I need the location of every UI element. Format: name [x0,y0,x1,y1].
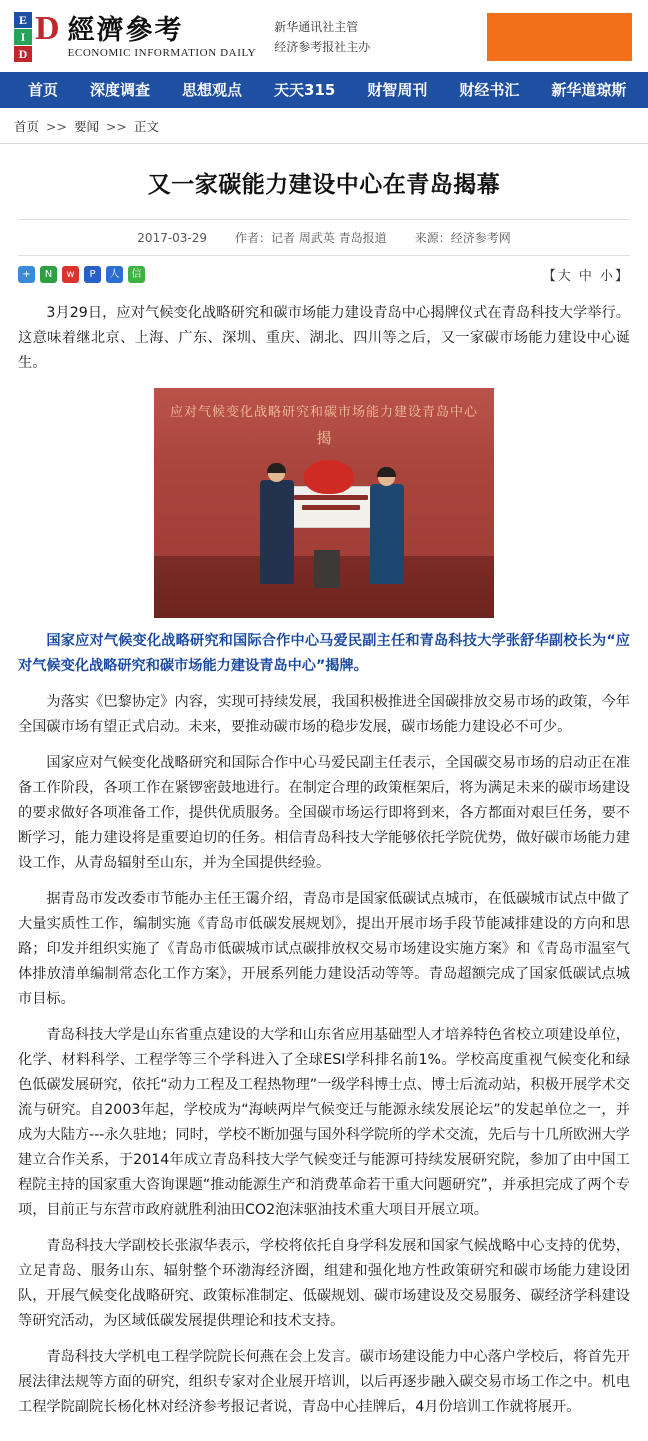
paragraph-1: 3月29日，应对气候变化战略研究和碳市场能力建设青岛中心揭牌仪式在青岛科技大学举行。这意味着继北京、上海、广东、深圳、重庆、湖北、四川等之后，又一家碳市场能力建设中心诞生。 [18,305,630,371]
site-logo[interactable] [14,9,60,63]
logo-letter-i: I [14,29,32,45]
bottom-padding [18,1431,630,1441]
nav-item-indepth[interactable]: 深度调查 [90,81,151,99]
paragraph-3: 国家应对气候变化战略研究和国际合作中心马爱民副主任表示，全国碳交易市场的启动正在准备工作阶段，各项工作在紧锣密鼓地进行。在制定合理的政策框架后，将为满足未来的碳市场建设的要求做好各项准备工作，提供优质服务。全国碳市场运行即将到来，各方都面对艰巨任务，要不断学习，能力建设将是重要迫切的任务。相信青岛科技大学能够依托学院优势，做好碳市场能力建设工作，从青岛辐射至山东，并为全国提供经验。 [18,755,630,871]
logo-letter-e: E [14,12,32,28]
masthead-title-cn: 經濟參考 [67,14,184,46]
article-author: 作者：记者 周武英 青岛报道 [235,231,387,245]
paragraph-4: 据青岛市发改委市节能办主任王霭介绍，青岛市是国家低碳试点城市，在低碳城市试点中做了大量实质性工作，编制实施《青岛市低碳发展规划》，提出开展市场手段节能减排建设的方向和思路；印发并组织实施了《青岛市低碳城市试点碳排放权交易市场建设实施方案》和《青岛市温室气体排放清单编制常态化工作方案》，开展系列能力建设活动等等。青岛超额完成了国家低碳试点城市目标。 [18,891,630,1007]
photo-banner-line2: 揭 [316,429,332,447]
article-body [18,301,630,1420]
article-photo-wrapper [18,388,630,618]
share-row [18,256,630,290]
masthead-subtitle [274,17,370,57]
article-source: 来源：经济参考网 [414,231,511,245]
photo-plaque-line-1 [294,495,368,500]
article [0,166,648,1441]
main-navigation [0,72,648,108]
logo-letter-stack [14,12,32,63]
nav-item-315[interactable]: 天天315 [274,81,336,99]
nav-item-dowjones[interactable]: 新华道琼斯 [551,81,627,99]
photo-ribbon [304,460,354,494]
breadcrumb-item-current: 正文 [133,119,159,134]
share-renren-icon[interactable]: 人 [106,266,123,283]
article-date: 2017-03-29 [137,230,208,245]
nav-item-home[interactable]: 首页 [28,81,59,99]
logo-big-letter: D [35,9,60,47]
breadcrumb-separator-1: >> [46,119,67,134]
photo-banner-line1: 应对气候变化战略研究和碳市场能力建设青岛中心 [169,405,478,420]
nav-item-opinion[interactable]: 思想观点 [182,81,243,99]
logo-letter-d: D [14,46,32,62]
masthead-title-en: ECONOMIC INFORMATION DAILY [67,46,257,59]
breadcrumb-item-news[interactable]: 要闻 [73,119,99,134]
masthead [0,0,648,72]
paragraph-7: 青岛科技大学机电工程学院院长何燕在会上发言。碳市场建设能力中心落户学校后，将首先开展法律法规等方面的研究，组织专家对企业展开培训，以后再逐步融入碳交易市场工作之中。机电工程学院副院长杨化林对经济参考报记者说，青岛中心挂牌后，4月份培训工作就将展开。 [18,1349,630,1415]
masthead-title-block [68,16,257,59]
breadcrumb-separator-2: >> [105,119,127,134]
share-evernote-icon[interactable]: N [40,266,57,283]
share-add-icon[interactable]: + [18,266,35,283]
share-baidu-icon[interactable]: P [84,266,101,283]
photo-person-left-hair [267,463,286,473]
share-sina-weibo-icon[interactable]: w [62,266,79,283]
share-icon-group [18,266,150,283]
photo-stand [314,550,340,588]
photo-plaque-line-2 [302,505,360,510]
masthead-subtitle-line2: 经济参考报社主办 [274,40,371,54]
paragraph-2: 为落实《巴黎协定》内容，实现可持续发展，我国积极推进全国碳排放交易市场的政策，今年全国碳市场有望正式启动。未来，要推动碳市场的稳步发展，碳市场能力建设必不可少。 [18,694,630,735]
nav-item-weekly[interactable]: 财智周刊 [367,81,428,99]
breadcrumb-item-home[interactable]: 首页 [14,119,40,134]
masthead-subtitle-line1: 新华通讯社主管 [274,20,359,34]
article-photo [154,388,494,618]
breadcrumb [0,108,648,144]
nav-item-books[interactable]: 财经书汇 [459,81,520,99]
photo-caption: 国家应对气候变化战略研究和国际合作中心马爱民副主任和青岛科技大学张舒华副校长为“应对气候变化战略研究和碳市场能力建设青岛中心”揭牌。 [18,633,630,674]
photo-person-left [260,480,294,584]
paragraph-6: 青岛科技大学副校长张淑华表示，学校将依托自身学科发展和国家气候战略中心支持的优势，立足青岛、服务山东、辐射整个环渤海经济圈，组建和强化地方性政策研究和碳市场能力建设团队，开展气候变化战略研究、政策标准制定、低碳规划、碳市场建设及交易服务、碳经济学科建设等研究活动，为区域低碳发展提供理论和技术支持。 [18,1238,630,1329]
photo-person-right [370,484,404,584]
page-title: 又一家碳能力建设中心在青岛揭幕 [147,172,501,198]
photo-person-right-hair [377,467,396,477]
font-size-label[interactable]: 【大 中 小】 [542,269,630,284]
font-size-control[interactable] [543,265,630,284]
share-wechat-icon[interactable]: 信 [128,266,145,283]
ad-banner[interactable] [487,13,632,61]
paragraph-5: 青岛科技大学是山东省重点建设的大学和山东省应用基础型人才培养特色省校立项建设单位，化学、材料科学、工程学等三个学科进入了全球ESI学科排名前1%。学校高度重视气候变化和绿色低碳发展研究，依托“动力工程及工程热物理”一级学科博士点、博士后流动站，积极开展学术交流与研究。自2003年起，学校成为“海峡两岸气候变迁与能源永续发展论坛”的发起单位之一，并成为大陆方---永久驻地；同时，学校不断加强与国外科学院所的学术交流，先后与十几所欧洲大学建立合作关系，于2014年成立青岛科技大学气候变迁与能源可持续发展研究院，参加了由中国工程院主持的国家重大咨询课题“推动能源生产和消费革命若干重大问题研究”，并承担完成了两个专项，目前正与东营市政府就胜利油田CO2泡沫驱油技术重大项目开展立项。 [18,1027,630,1218]
article-meta [18,219,630,256]
